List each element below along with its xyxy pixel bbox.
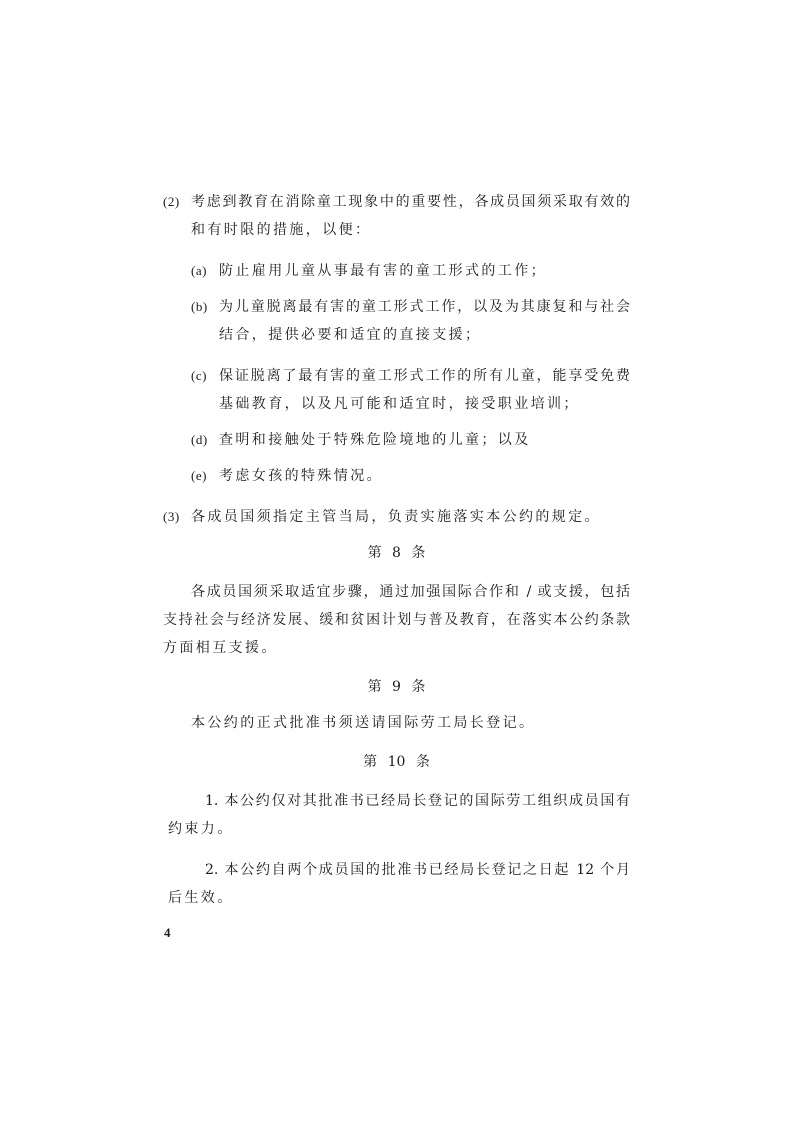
article9-heading: 第 9 条 xyxy=(367,679,426,695)
article10-p1-line2: 约束力。 xyxy=(168,821,234,837)
article9-line1: 本公约的正式批准书须送请国际劳工局长登记。 xyxy=(191,715,536,731)
item-c-label: (c) xyxy=(191,368,207,383)
item-c-line2: 基础教育，以及凡可能和适宜时，接受职业培训； xyxy=(219,396,580,412)
para2-line1: 考虑到教育在消除童工现象中的重要性，各成员国须采取有效的 xyxy=(191,194,630,210)
item-e-label: (e) xyxy=(191,468,207,483)
article8-line1: 各成员国须采取适宜步骤，通过加强国际合作和 / 或支援，包括 xyxy=(191,584,630,600)
article10-p2-line2: 后生效。 xyxy=(168,890,234,906)
article8-line2: 支持社会与经济发展、缓和贫困计划与普及教育，在落实本公约条款 xyxy=(163,612,630,628)
item-c-line1: 保证脱离了最有害的童工形式工作的所有儿童，能享受免费 xyxy=(219,368,630,384)
item-a-line1: 防止雇用儿童从事最有害的童工形式的工作； xyxy=(219,263,547,279)
article10-p1-line1: 1. 本公约仅对其批准书已经局长登记的国际劳工组织成员国有 xyxy=(205,793,630,809)
item-a-label: (a) xyxy=(191,263,207,278)
item-b-line1: 为儿童脱离最有害的童工形式工作，以及为其康复和与社会 xyxy=(219,299,630,315)
article10-p2-line1: 2. 本公约自两个成员国的批准书已经局长登记之日起 12 个月 xyxy=(205,862,630,878)
item-b-label: (b) xyxy=(191,299,208,314)
article8-heading: 第 8 条 xyxy=(367,545,426,561)
article10-heading: 第 10 条 xyxy=(363,754,430,770)
page-number: 4 xyxy=(164,925,171,940)
para2-number: (2) xyxy=(163,194,180,209)
item-e-line1: 考虑女孩的特殊情况。 xyxy=(219,468,383,484)
para3-number: (3) xyxy=(163,509,180,524)
item-d-label: (d) xyxy=(191,432,208,447)
para2-line2: 和有时限的措施，以便： xyxy=(191,222,372,238)
item-d-line1: 查明和接触处于特殊危险境地的儿童；以及 xyxy=(219,432,531,448)
para3-line1: 各成员国须指定主管当局，负责实施落实本公约的规定。 xyxy=(191,509,601,525)
article8-line3: 方面相互支援。 xyxy=(163,640,278,656)
item-b-line2: 结合，提供必要和适宜的直接支援； xyxy=(219,327,482,343)
